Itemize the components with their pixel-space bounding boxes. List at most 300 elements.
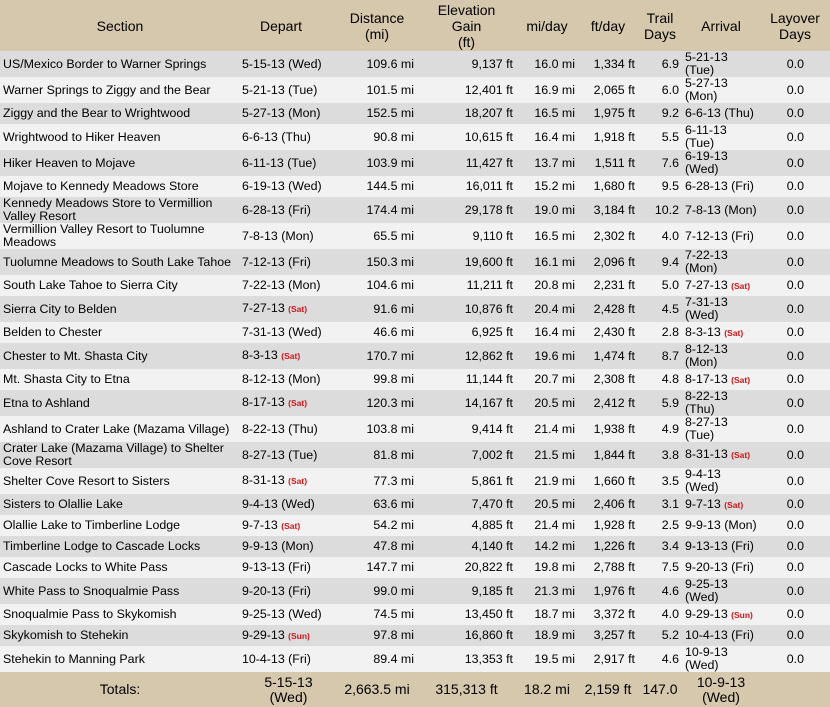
cell-mi-per-day: 21.4 mi xyxy=(534,421,575,436)
arrival-date: 9-4-13 xyxy=(685,468,721,481)
cell-layover-days: 0.0 xyxy=(786,421,804,436)
cell-section: Hiker Heaven to Mojave xyxy=(3,155,136,170)
depart-day: (Thu) xyxy=(281,129,311,144)
cell-depart xyxy=(240,416,337,442)
cell-distance: 103.8 mi xyxy=(366,421,414,436)
cell-trail-days: 7.6 xyxy=(661,155,679,170)
arrival-day: (Fri) xyxy=(731,539,754,553)
header-depart: Depart xyxy=(240,0,337,51)
cell-distance: 144.5 mi xyxy=(366,179,414,193)
cell-section: South Lake Tahoe to Sierra City xyxy=(3,278,178,292)
cell-depart xyxy=(240,197,337,223)
cell-section: Wrightwood to Hiker Heaven xyxy=(3,129,161,144)
cell-section: Warner Springs to Ziggy and the Bear xyxy=(3,82,211,97)
totals-mi-per-day: 18.2 mi xyxy=(516,672,578,707)
cell-mi-per-day: 20.7 mi xyxy=(534,372,575,386)
cell-distance: 152.5 mi xyxy=(366,106,414,120)
table-row xyxy=(0,390,830,416)
depart-date: 10-4-13 xyxy=(242,651,285,666)
cell-ft-per-day: 2,302 ft xyxy=(593,228,635,243)
cell-section: Stehekin to Manning Park xyxy=(3,651,145,666)
cell-mi-per-day: 19.0 mi xyxy=(534,202,575,217)
cell-mi-per-day: 21.5 mi xyxy=(534,447,575,462)
cell-arrival xyxy=(682,625,760,646)
cell-elevation-gain: 11,427 ft xyxy=(465,155,513,170)
cell-distance: 90.8 mi xyxy=(373,129,414,144)
cell-mi-per-day: 16.0 mi xyxy=(534,56,575,71)
cell-elevation-gain: 4,885 ft xyxy=(471,518,513,532)
arrival-date: 6-28-13 xyxy=(685,179,728,193)
table-row xyxy=(0,77,830,103)
cell-elevation-gain: 6,925 ft xyxy=(471,325,513,339)
cell-ft-per-day: 1,226 ft xyxy=(593,539,635,553)
arrival-day: (Mon) xyxy=(685,89,718,103)
arrival-day: (Mon) xyxy=(724,202,757,217)
cell-depart xyxy=(240,390,337,416)
cell-elevation-gain: 10,876 ft xyxy=(464,301,513,316)
table-row xyxy=(0,536,830,557)
arrival-date: 7-8-13 xyxy=(685,202,721,217)
table-row xyxy=(0,625,830,646)
cell-trail-days: 3.1 xyxy=(661,497,679,511)
arrival-day: (Fri) xyxy=(731,560,754,574)
cell-layover-days: 0.0 xyxy=(786,202,804,217)
depart-day: (Wed) xyxy=(288,607,322,621)
cell-trail-days: 6.9 xyxy=(661,56,679,71)
table-row xyxy=(0,515,830,536)
cell-section: Shelter Cove Resort to Sisters xyxy=(3,473,170,488)
cell-ft-per-day: 1,975 ft xyxy=(593,106,635,120)
depart-date: 6-28-13 xyxy=(242,202,285,217)
cell-distance: 63.6 mi xyxy=(373,497,414,511)
cell-trail-days: 6.0 xyxy=(661,82,679,97)
cell-trail-days: 8.7 xyxy=(661,348,679,363)
cell-arrival xyxy=(682,442,760,468)
depart-day: (Wed) xyxy=(288,325,322,339)
cell-trail-days: 9.4 xyxy=(661,254,679,269)
cell-arrival xyxy=(682,494,760,515)
cell-elevation-gain: 14,167 ft xyxy=(464,395,513,410)
totals-depart-day: (Wed) xyxy=(269,688,308,705)
cell-distance: 109.6 mi xyxy=(366,56,414,71)
depart-day: (Fri) xyxy=(288,583,311,598)
depart-day: (Fri) xyxy=(288,254,311,269)
depart-day: (Sat) xyxy=(288,476,308,486)
header-row xyxy=(0,0,830,51)
cell-elevation-gain: 11,211 ft xyxy=(466,278,513,292)
cell-elevation-gain: 19,600 ft xyxy=(464,254,513,269)
cell-arrival xyxy=(682,390,760,416)
header-elevation-gain: Elevation Gain (ft) xyxy=(417,0,516,51)
table-row xyxy=(0,604,830,625)
cell-section: Sisters to Olallie Lake xyxy=(3,497,123,511)
cell-section: Tuolumne Meadows to South Lake Tahoe xyxy=(3,254,231,269)
totals-depart xyxy=(240,672,337,707)
cell-section: US/Mexico Border to Warner Springs xyxy=(3,56,207,71)
table-row xyxy=(0,494,830,515)
cell-layover-days: 0.0 xyxy=(786,82,804,97)
cell-layover-days: 0.0 xyxy=(786,301,804,316)
depart-date: 6-11-13 xyxy=(242,155,284,170)
cell-elevation-gain: 29,178 ft xyxy=(464,202,513,217)
arrival-date: 9-9-13 xyxy=(685,518,721,532)
depart-date: 7-8-13 xyxy=(242,228,278,243)
cell-section: Belden to Chester xyxy=(3,325,103,339)
cell-trail-days: 4.6 xyxy=(661,583,679,598)
cell-section: Sierra City to Belden xyxy=(3,301,117,316)
depart-date: 9-20-13 xyxy=(242,583,285,598)
table-row xyxy=(0,578,830,604)
cell-elevation-gain: 12,862 ft xyxy=(464,348,513,363)
totals-row xyxy=(0,672,830,707)
cell-layover-days: 0.0 xyxy=(786,628,804,642)
arrival-day: (Wed) xyxy=(685,308,719,322)
cell-elevation-gain: 9,414 ft xyxy=(471,421,513,436)
table-row xyxy=(0,343,830,369)
cell-section: Olallie Lake to Timberline Lodge xyxy=(3,518,181,532)
cell-layover-days: 0.0 xyxy=(786,560,804,574)
arrival-date: 5-27-13 xyxy=(685,77,728,90)
cell-depart xyxy=(240,646,337,672)
cell-depart xyxy=(240,103,337,124)
cell-ft-per-day: 1,474 ft xyxy=(593,348,635,363)
cell-distance: 65.5 mi xyxy=(373,228,414,243)
depart-date: 9-29-13 xyxy=(242,627,285,642)
cell-depart xyxy=(240,625,337,646)
cell-trail-days: 4.6 xyxy=(661,651,679,666)
cell-section: Kennedy Meadows Store to Vermillion Valley Resort xyxy=(3,197,213,223)
cell-trail-days: 5.9 xyxy=(661,395,679,410)
depart-date: 8-22-13 xyxy=(242,421,285,436)
cell-depart xyxy=(240,275,337,296)
cell-ft-per-day: 2,065 ft xyxy=(593,82,635,97)
cell-mi-per-day: 16.5 mi xyxy=(534,228,575,243)
cell-section: Snoqualmie Pass to Skykomish xyxy=(3,607,177,621)
header-section: Section xyxy=(0,0,240,51)
cell-mi-per-day: 18.7 mi xyxy=(534,607,575,621)
cell-arrival xyxy=(682,150,760,176)
cell-ft-per-day: 2,917 ft xyxy=(593,651,635,666)
cell-elevation-gain: 7,470 ft xyxy=(471,497,513,511)
totals-layover xyxy=(760,672,830,707)
cell-ft-per-day: 2,406 ft xyxy=(593,497,635,511)
cell-layover-days: 0.0 xyxy=(786,447,804,462)
cell-distance: 46.6 mi xyxy=(373,325,414,339)
cell-arrival xyxy=(682,468,760,494)
table-row xyxy=(0,468,830,494)
arrival-day: (Fri) xyxy=(731,179,754,193)
totals-elevation: 315,313 ft xyxy=(417,672,516,707)
depart-date: 9-4-13 xyxy=(242,497,278,511)
cell-distance: 120.3 mi xyxy=(366,395,414,410)
cell-arrival xyxy=(682,343,760,369)
cell-mi-per-day: 13.7 mi xyxy=(534,155,575,170)
cell-arrival xyxy=(682,536,760,557)
cell-section: Timberline Lodge to Cascade Locks xyxy=(3,539,201,553)
depart-day: (Mon) xyxy=(288,106,321,120)
table-row xyxy=(0,223,830,249)
cell-trail-days: 9.5 xyxy=(661,179,679,193)
arrival-date: 8-27-13 xyxy=(685,416,728,429)
depart-day: (Sun) xyxy=(288,630,310,641)
depart-date: 8-27-13 xyxy=(242,447,285,462)
header-ft-per-day: ft/day xyxy=(578,0,638,51)
arrival-day: (Mon) xyxy=(685,355,718,369)
header-distance: Distance (mi) xyxy=(337,0,417,51)
cell-trail-days: 4.8 xyxy=(661,372,679,386)
cell-depart xyxy=(240,536,337,557)
cell-elevation-gain: 9,110 ft xyxy=(472,228,513,243)
totals-arrival-date: 10-9-13 xyxy=(696,673,746,690)
cell-depart xyxy=(240,77,337,103)
arrival-day: (Thu) xyxy=(685,402,715,416)
cell-layover-days: 0.0 xyxy=(786,395,804,410)
cell-trail-days: 5.2 xyxy=(661,628,679,642)
cell-arrival xyxy=(682,369,760,390)
arrival-date: 8-12-13 xyxy=(685,343,728,356)
arrival-day: (Wed) xyxy=(685,480,719,494)
cell-arrival xyxy=(682,176,760,197)
cell-ft-per-day: 2,308 ft xyxy=(593,372,635,386)
arrival-day: (Mon) xyxy=(724,518,757,532)
cell-trail-days: 5.0 xyxy=(661,278,679,292)
cell-ft-per-day: 1,660 ft xyxy=(593,473,635,488)
table-row xyxy=(0,557,830,578)
cell-mi-per-day: 20.5 mi xyxy=(534,497,575,511)
cell-ft-per-day: 1,938 ft xyxy=(593,421,635,436)
cell-arrival xyxy=(682,296,760,322)
depart-day: (Tue) xyxy=(288,82,318,97)
cell-depart xyxy=(240,176,337,197)
depart-date: 5-21-13 xyxy=(242,82,285,97)
cell-elevation-gain: 12,401 ft xyxy=(464,82,513,97)
cell-arrival xyxy=(682,646,760,672)
arrival-date: 5-21-13 xyxy=(685,51,728,64)
cell-layover-days: 0.0 xyxy=(786,497,804,511)
cell-distance: 150.3 mi xyxy=(366,254,414,269)
cell-arrival xyxy=(682,197,760,223)
cell-depart xyxy=(240,468,337,494)
cell-ft-per-day: 2,428 ft xyxy=(593,301,635,316)
cell-depart xyxy=(240,369,337,390)
arrival-day: (Fri) xyxy=(731,628,754,642)
cell-elevation-gain: 16,860 ft xyxy=(464,628,513,642)
cell-mi-per-day: 20.8 mi xyxy=(534,278,575,292)
cell-mi-per-day: 20.5 mi xyxy=(534,395,575,410)
arrival-day: (Thu) xyxy=(724,106,754,120)
depart-day: (Wed) xyxy=(281,497,315,511)
cell-mi-per-day: 19.5 mi xyxy=(534,651,575,666)
cell-distance: 89.4 mi xyxy=(373,651,414,666)
cell-arrival xyxy=(682,77,760,103)
cell-ft-per-day: 2,412 ft xyxy=(593,395,635,410)
arrival-date: 9-13-13 xyxy=(685,539,728,553)
cell-ft-per-day: 2,096 ft xyxy=(593,254,635,269)
cell-layover-days: 0.0 xyxy=(786,129,804,144)
totals-arrival-day: (Wed) xyxy=(702,688,740,705)
cell-depart xyxy=(240,557,337,578)
totals-trail-days: 147.0 xyxy=(638,672,682,707)
depart-day: (Mon) xyxy=(288,278,321,292)
depart-date: 7-12-13 xyxy=(242,254,285,269)
arrival-date: 6-11-13 xyxy=(685,124,727,137)
cell-depart xyxy=(240,296,337,322)
cell-depart xyxy=(240,322,337,343)
cell-ft-per-day: 1,844 ft xyxy=(593,447,635,462)
arrival-date: 6-6-13 xyxy=(685,106,721,120)
cell-arrival xyxy=(682,322,760,343)
depart-date: 9-25-13 xyxy=(242,607,285,621)
cell-layover-days: 0.0 xyxy=(786,372,804,386)
arrival-date: 8-3-13 xyxy=(685,324,721,339)
cell-ft-per-day: 2,231 ft xyxy=(593,278,635,292)
depart-day: (Sat) xyxy=(281,351,301,361)
cell-section: Crater Lake (Mazama Village) to Shelter Cove Resort xyxy=(3,442,224,468)
cell-arrival xyxy=(682,416,760,442)
header-arrival: Arrival xyxy=(682,0,760,51)
depart-date: 9-13-13 xyxy=(242,560,285,574)
table-row xyxy=(0,124,830,150)
table-body xyxy=(0,51,830,672)
cell-elevation-gain: 9,137 ft xyxy=(471,56,513,71)
cell-mi-per-day: 19.6 mi xyxy=(534,348,575,363)
cell-layover-days: 0.0 xyxy=(786,155,804,170)
depart-day: (Tue) xyxy=(287,155,317,170)
arrival-day: (Mon) xyxy=(685,261,718,275)
cell-ft-per-day: 3,257 ft xyxy=(593,628,635,642)
cell-layover-days: 0.0 xyxy=(786,539,804,553)
arrival-day: (Sat) xyxy=(731,450,751,460)
cell-layover-days: 0.0 xyxy=(786,278,804,292)
cell-trail-days: 9.2 xyxy=(661,106,679,120)
cell-ft-per-day: 1,334 ft xyxy=(593,56,635,71)
cell-elevation-gain: 13,450 ft xyxy=(464,607,513,621)
cell-section: Etna to Ashland xyxy=(3,395,90,410)
depart-date: 8-17-13 xyxy=(242,395,285,409)
depart-day: (Fri) xyxy=(288,560,311,574)
cell-trail-days: 5.5 xyxy=(661,129,679,144)
table-row xyxy=(0,275,830,296)
cell-distance: 103.9 mi xyxy=(366,155,414,170)
arrival-day: (Tue) xyxy=(685,63,715,77)
arrival-day: (Wed) xyxy=(685,590,719,604)
arrival-date: 7-12-13 xyxy=(685,228,728,243)
table-row xyxy=(0,51,830,77)
table-row xyxy=(0,103,830,124)
arrival-day: (Sat) xyxy=(724,327,744,338)
cell-trail-days: 3.8 xyxy=(661,447,679,462)
cell-elevation-gain: 16,011 ft xyxy=(465,179,513,193)
depart-day: (Mon) xyxy=(288,372,321,386)
cell-trail-days: 7.5 xyxy=(661,560,679,574)
arrival-day: (Wed) xyxy=(685,162,719,176)
cell-elevation-gain: 10,615 ft xyxy=(464,129,513,144)
table-row xyxy=(0,150,830,176)
cell-layover-days: 0.0 xyxy=(786,651,804,666)
cell-distance: 101.5 mi xyxy=(366,82,414,97)
cell-elevation-gain: 5,861 ft xyxy=(471,473,513,488)
cell-ft-per-day: 1,928 ft xyxy=(593,518,635,532)
arrival-day: (Wed) xyxy=(685,658,719,672)
table-row xyxy=(0,369,830,390)
cell-distance: 77.3 mi xyxy=(373,473,414,488)
arrival-date: 8-22-13 xyxy=(685,390,728,403)
arrival-date: 7-31-13 xyxy=(685,296,728,309)
depart-day: (Mon) xyxy=(281,539,314,553)
arrival-date: 9-25-13 xyxy=(685,578,728,591)
cell-distance: 147.7 mi xyxy=(366,560,414,574)
cell-mi-per-day: 19.8 mi xyxy=(534,560,575,574)
cell-depart xyxy=(240,51,337,77)
cell-mi-per-day: 16.1 mi xyxy=(534,254,575,269)
cell-arrival xyxy=(682,578,760,604)
cell-layover-days: 0.0 xyxy=(786,583,804,598)
cell-mi-per-day: 15.2 mi xyxy=(534,179,575,193)
cell-depart xyxy=(240,494,337,515)
depart-day: (Wed) xyxy=(288,179,322,193)
cell-section: Ziggy and the Bear to Wrightwood xyxy=(3,106,191,120)
depart-day: (Sat) xyxy=(288,398,308,408)
totals-ft-per-day: 2,159 ft xyxy=(578,672,638,707)
cell-distance: 104.6 mi xyxy=(366,278,414,292)
table-row xyxy=(0,197,830,223)
cell-ft-per-day: 1,511 ft xyxy=(594,155,635,170)
depart-date: 8-3-13 xyxy=(242,348,278,362)
arrival-day: (Sun) xyxy=(731,609,753,620)
depart-date: 6-19-13 xyxy=(242,179,285,193)
cell-distance: 47.8 mi xyxy=(373,539,414,553)
cell-trail-days: 4.0 xyxy=(661,228,679,243)
arrival-date: 9-7-13 xyxy=(685,496,721,511)
cell-ft-per-day: 2,788 ft xyxy=(593,560,635,574)
arrival-date: 6-19-13 xyxy=(685,150,728,163)
cell-mi-per-day: 16.5 mi xyxy=(534,106,575,120)
cell-mi-per-day: 21.4 mi xyxy=(534,518,575,532)
depart-date: 7-27-13 xyxy=(242,301,285,315)
arrival-date: 8-17-13 xyxy=(685,371,728,386)
cell-mi-per-day: 21.9 mi xyxy=(534,473,575,488)
cell-distance: 174.4 mi xyxy=(366,202,414,217)
cell-section: Vermillion Valley Resort to Tuolumne Meadows xyxy=(3,223,205,249)
arrival-day: (Fri) xyxy=(731,228,754,243)
table-row xyxy=(0,646,830,672)
depart-day: (Tue) xyxy=(288,447,318,462)
depart-day: (Fri) xyxy=(288,202,311,217)
cell-mi-per-day: 16.4 mi xyxy=(534,129,575,144)
table-row xyxy=(0,176,830,197)
cell-arrival xyxy=(682,515,760,536)
header-layover-days: Layover Days xyxy=(760,0,830,51)
cell-arrival xyxy=(682,557,760,578)
cell-depart xyxy=(240,578,337,604)
cell-layover-days: 0.0 xyxy=(786,254,804,269)
cell-ft-per-day: 1,918 ft xyxy=(593,129,635,144)
arrival-date: 10-9-13 xyxy=(685,646,728,659)
cell-arrival xyxy=(682,124,760,150)
depart-day: (Sat) xyxy=(281,520,301,531)
header-trail-days: Trail Days xyxy=(638,0,682,51)
cell-trail-days: 3.4 xyxy=(661,539,679,553)
cell-layover-days: 0.0 xyxy=(786,518,804,532)
cell-elevation-gain: 13,353 ft xyxy=(464,651,513,666)
cell-mi-per-day: 16.4 mi xyxy=(534,325,575,339)
cell-mi-per-day: 20.4 mi xyxy=(534,301,575,316)
cell-layover-days: 0.0 xyxy=(786,325,804,339)
arrival-date: 9-20-13 xyxy=(685,560,728,574)
cell-section: Chester to Mt. Shasta City xyxy=(3,348,148,363)
cell-section: Mt. Shasta City to Etna xyxy=(3,372,130,386)
cell-mi-per-day: 16.9 mi xyxy=(534,82,575,97)
